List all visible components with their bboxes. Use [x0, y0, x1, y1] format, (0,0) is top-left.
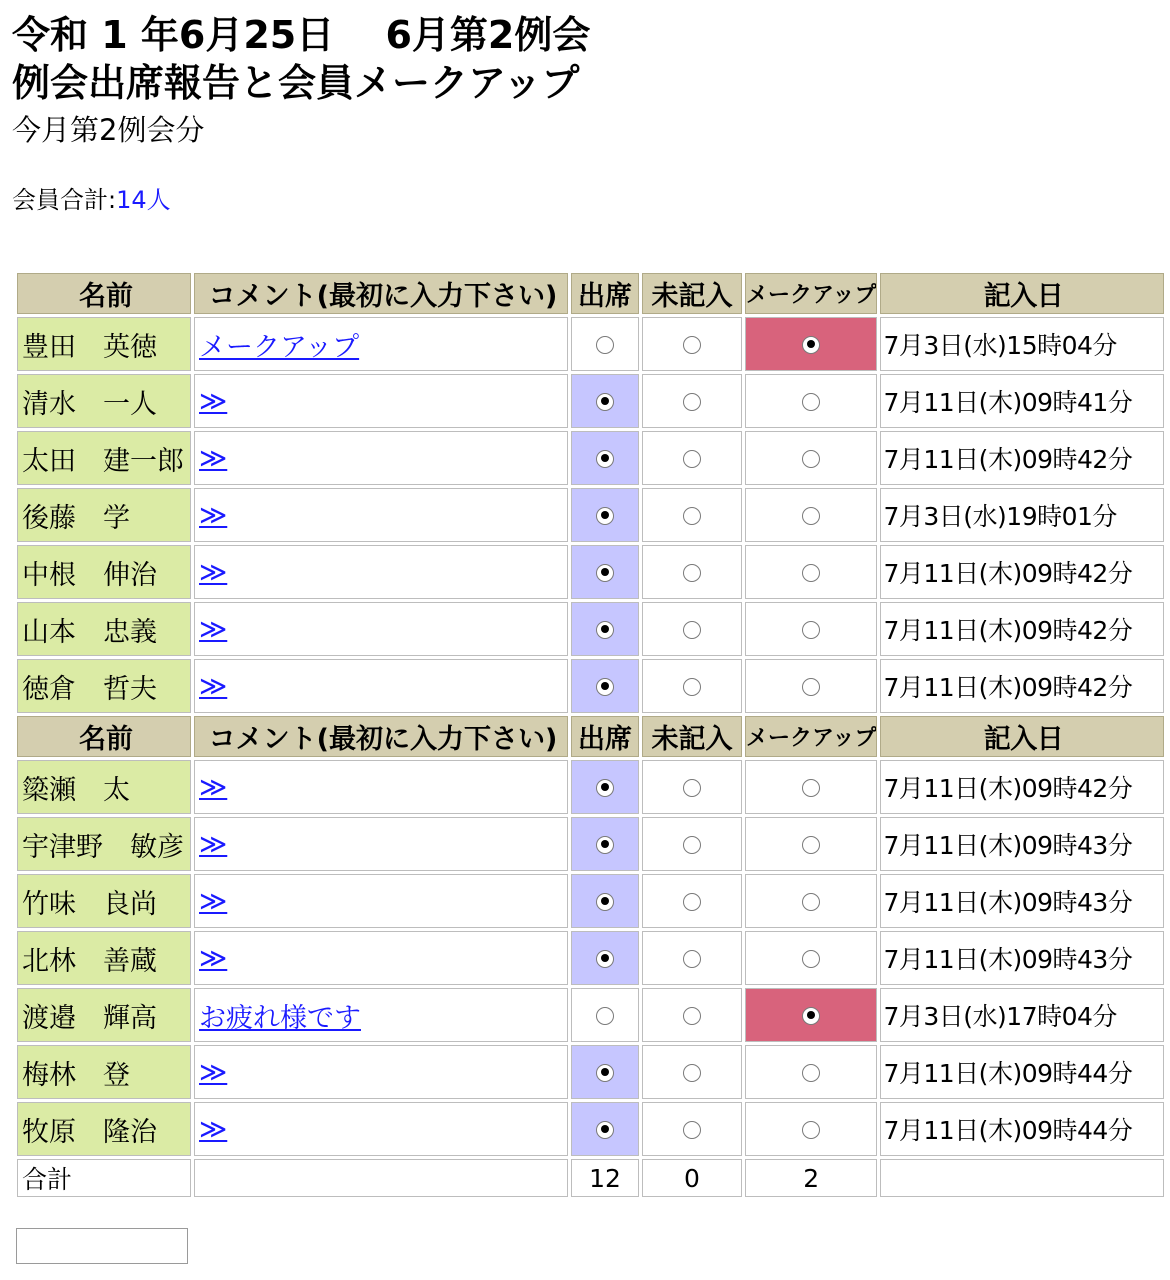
table-row: [17, 602, 1164, 656]
entry-date: 7月11日(木)09時44分: [880, 1045, 1164, 1099]
comment-link[interactable]: ≫: [199, 771, 228, 803]
unfilled-radio[interactable]: [683, 950, 701, 968]
comment-link[interactable]: ≫: [199, 385, 228, 417]
makeup-cell: [745, 874, 877, 928]
unfilled-cell: [642, 431, 742, 485]
unfilled-cell: [642, 760, 742, 814]
makeup-cell: [745, 931, 877, 985]
comment-cell: [194, 602, 568, 656]
attend-cell: [571, 488, 639, 542]
makeup-radio[interactable]: [802, 836, 820, 854]
comment-link[interactable]: メークアップ: [199, 331, 360, 363]
table-row: [17, 545, 1164, 599]
entry-date: 7月11日(木)09時43分: [880, 874, 1164, 928]
comment-cell: [194, 431, 568, 485]
makeup-cell: [745, 602, 877, 656]
unfilled-cell: [642, 817, 742, 871]
attend-cell: [571, 931, 639, 985]
comment-link[interactable]: ≫: [199, 556, 228, 588]
table-row: [17, 374, 1164, 428]
table-row: [17, 1045, 1164, 1099]
page-subtitle: 今月第2例会分: [12, 113, 205, 147]
attend-cell: [571, 1102, 639, 1156]
entry-date: 7月11日(木)09時43分: [880, 817, 1164, 871]
makeup-cell: [745, 545, 877, 599]
makeup-cell: [745, 1045, 877, 1099]
header-date: 記入日: [880, 273, 1164, 314]
entry-date: 7月3日(水)19時01分: [880, 488, 1164, 542]
member-name: 豊田 英徳: [17, 317, 191, 371]
member-name: 竹味 良尚: [17, 874, 191, 928]
unfilled-radio[interactable]: [683, 1121, 701, 1139]
table-row: [17, 760, 1164, 814]
makeup-radio[interactable]: [802, 393, 820, 411]
comment-cell: [194, 988, 568, 1042]
page-title: 令和 1 年6月25日 6月第2例会: [12, 13, 591, 57]
member-total: [12, 182, 171, 218]
comment-cell: [194, 874, 568, 928]
entry-date: 7月11日(木)09時42分: [880, 602, 1164, 656]
member-name: 牧原 隆治: [17, 1102, 191, 1156]
makeup-radio[interactable]: [802, 507, 820, 525]
table-row: [17, 817, 1164, 871]
unfilled-radio[interactable]: [683, 678, 701, 696]
attend-cell: [571, 431, 639, 485]
unfilled-cell: [642, 874, 742, 928]
table-header-row: [17, 273, 1164, 314]
table-row: [17, 659, 1164, 713]
page-heading: 例会出席報告と会員メークアップ: [12, 61, 580, 105]
attend-cell: [571, 988, 639, 1042]
comment-cell: [194, 488, 568, 542]
table-row: [17, 431, 1164, 485]
attend-radio[interactable]: [596, 336, 614, 354]
makeup-radio[interactable]: [802, 779, 820, 797]
makeup-radio[interactable]: [802, 1121, 820, 1139]
totals-date-empty: [880, 1159, 1164, 1197]
header-comment: コメント(最初に入力下さい): [194, 273, 568, 314]
header-name: 名前: [17, 716, 191, 757]
makeup-radio[interactable]: [802, 678, 820, 696]
table-row: [17, 488, 1164, 542]
unfilled-cell: [642, 488, 742, 542]
unfilled-radio[interactable]: [683, 1064, 701, 1082]
attend-cell: [571, 374, 639, 428]
comment-cell: [194, 931, 568, 985]
totals-row: [17, 1159, 1164, 1197]
attend-radio[interactable]: [596, 621, 614, 639]
member-name: 徳倉 哲夫: [17, 659, 191, 713]
unfilled-radio[interactable]: [683, 393, 701, 411]
comment-link[interactable]: ≫: [199, 670, 228, 702]
makeup-cell: [745, 988, 877, 1042]
table-row: [17, 317, 1164, 371]
unfilled-cell: [642, 545, 742, 599]
makeup-radio[interactable]: [802, 893, 820, 911]
attend-cell: [571, 317, 639, 371]
comment-link[interactable]: お疲れ様です: [199, 1002, 361, 1034]
attend-radio[interactable]: [596, 779, 614, 797]
attend-radio[interactable]: [596, 678, 614, 696]
member-total-label: 会員合計:: [12, 186, 117, 214]
table-header-row: [17, 716, 1164, 757]
table-row: [17, 988, 1164, 1042]
comment-cell: [194, 1102, 568, 1156]
entry-date: 7月11日(木)09時41分: [880, 374, 1164, 428]
unfilled-radio[interactable]: [683, 621, 701, 639]
comment-cell: [194, 1045, 568, 1099]
unfilled-cell: [642, 659, 742, 713]
comment-cell: [194, 817, 568, 871]
attend-radio[interactable]: [596, 836, 614, 854]
member-name: 簗瀬 太: [17, 760, 191, 814]
unfilled-radio[interactable]: [683, 893, 701, 911]
makeup-cell: [745, 1102, 877, 1156]
bottom-input-box[interactable]: [16, 1228, 188, 1264]
unfilled-cell: [642, 602, 742, 656]
table-row: [17, 874, 1164, 928]
totals-unfilled: 0: [642, 1159, 742, 1197]
attendance-table: [14, 270, 1167, 1200]
header-unfilled: 未記入: [642, 273, 742, 314]
unfilled-radio[interactable]: [683, 564, 701, 582]
comment-link[interactable]: ≫: [199, 1113, 228, 1145]
table-row: [17, 1102, 1164, 1156]
member-name: 太田 建一郎: [17, 431, 191, 485]
unfilled-cell: [642, 988, 742, 1042]
comment-cell: [194, 545, 568, 599]
header-attend: 出席: [571, 273, 639, 314]
totals-label: 合計: [17, 1159, 191, 1197]
unfilled-radio[interactable]: [683, 836, 701, 854]
unfilled-radio[interactable]: [683, 507, 701, 525]
makeup-cell: [745, 659, 877, 713]
totals-makeup: 2: [745, 1159, 877, 1197]
member-name: 渡邉 輝高: [17, 988, 191, 1042]
header-makeup: メークアップ: [745, 716, 877, 757]
comment-cell: [194, 317, 568, 371]
makeup-cell: [745, 817, 877, 871]
comment-link[interactable]: ≫: [199, 499, 228, 531]
entry-date: 7月11日(木)09時42分: [880, 431, 1164, 485]
unfilled-radio[interactable]: [683, 1007, 701, 1025]
attend-cell: [571, 817, 639, 871]
unfilled-cell: [642, 931, 742, 985]
comment-link[interactable]: ≫: [199, 1056, 228, 1088]
header-unfilled: 未記入: [642, 716, 742, 757]
comment-cell: [194, 659, 568, 713]
comment-cell: [194, 374, 568, 428]
comment-link[interactable]: ≫: [199, 613, 228, 645]
entry-date: 7月3日(水)17時04分: [880, 988, 1164, 1042]
entry-date: 7月11日(木)09時42分: [880, 545, 1164, 599]
attend-radio[interactable]: [596, 893, 614, 911]
entry-date: 7月11日(木)09時42分: [880, 659, 1164, 713]
makeup-cell: [745, 317, 877, 371]
makeup-radio[interactable]: [802, 1007, 820, 1025]
makeup-radio[interactable]: [802, 336, 820, 354]
member-name: 北林 善蔵: [17, 931, 191, 985]
comment-link[interactable]: ≫: [199, 942, 228, 974]
attend-radio[interactable]: [596, 1121, 614, 1139]
unfilled-cell: [642, 374, 742, 428]
header-name: 名前: [17, 273, 191, 314]
entry-date: 7月3日(水)15時04分: [880, 317, 1164, 371]
attend-radio[interactable]: [596, 950, 614, 968]
attend-radio[interactable]: [596, 1064, 614, 1082]
makeup-radio[interactable]: [802, 564, 820, 582]
unfilled-cell: [642, 317, 742, 371]
makeup-radio[interactable]: [802, 950, 820, 968]
makeup-radio[interactable]: [802, 1064, 820, 1082]
attend-cell: [571, 1045, 639, 1099]
totals-attend: 12: [571, 1159, 639, 1197]
member-name: 清水 一人: [17, 374, 191, 428]
makeup-cell: [745, 760, 877, 814]
comment-link[interactable]: ≫: [199, 442, 228, 474]
member-name: 梅林 登: [17, 1045, 191, 1099]
entry-date: 7月11日(木)09時44分: [880, 1102, 1164, 1156]
header-attend: 出席: [571, 716, 639, 757]
member-name: 中根 伸治: [17, 545, 191, 599]
member-total-value: 14人: [116, 186, 171, 214]
unfilled-radio[interactable]: [683, 779, 701, 797]
makeup-radio[interactable]: [802, 450, 820, 468]
totals-comment-empty: [194, 1159, 568, 1197]
table-row: [17, 931, 1164, 985]
attend-radio[interactable]: [596, 564, 614, 582]
unfilled-cell: [642, 1045, 742, 1099]
member-name: 宇津野 敏彦: [17, 817, 191, 871]
member-name: 山本 忠義: [17, 602, 191, 656]
makeup-cell: [745, 374, 877, 428]
attend-radio[interactable]: [596, 450, 614, 468]
entry-date: 7月11日(木)09時42分: [880, 760, 1164, 814]
attend-cell: [571, 602, 639, 656]
comment-cell: [194, 760, 568, 814]
attend-cell: [571, 874, 639, 928]
attend-cell: [571, 545, 639, 599]
entry-date: 7月11日(木)09時43分: [880, 931, 1164, 985]
makeup-radio[interactable]: [802, 621, 820, 639]
attend-cell: [571, 760, 639, 814]
member-name: 後藤 学: [17, 488, 191, 542]
header-makeup: メークアップ: [745, 273, 877, 314]
header-comment: コメント(最初に入力下さい): [194, 716, 568, 757]
attend-radio[interactable]: [596, 1007, 614, 1025]
makeup-cell: [745, 488, 877, 542]
attend-radio[interactable]: [596, 507, 614, 525]
comment-link[interactable]: ≫: [199, 885, 228, 917]
unfilled-radio[interactable]: [683, 336, 701, 354]
makeup-cell: [745, 431, 877, 485]
attend-radio[interactable]: [596, 393, 614, 411]
comment-link[interactable]: ≫: [199, 828, 228, 860]
attend-cell: [571, 659, 639, 713]
unfilled-cell: [642, 1102, 742, 1156]
header-date: 記入日: [880, 716, 1164, 757]
unfilled-radio[interactable]: [683, 450, 701, 468]
